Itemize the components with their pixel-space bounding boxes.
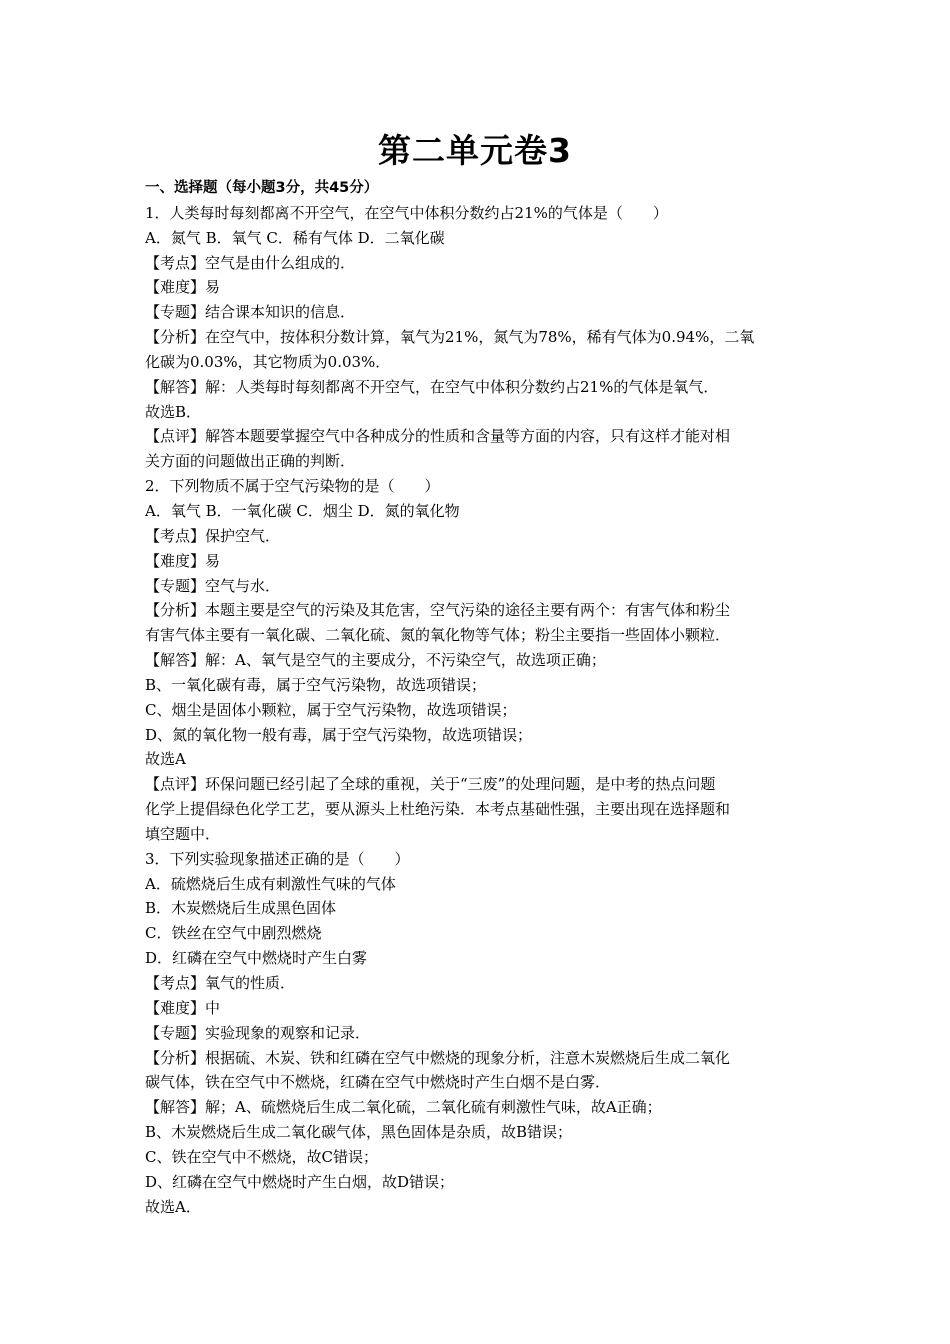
text-line: 【解答】解：人类每时每刻都离不开空气，在空气中体积分数约占21%的气体是氧气． xyxy=(145,377,719,396)
text-line: 【考点】保护空气． xyxy=(145,526,281,545)
text-line: 【难度】中 xyxy=(145,998,221,1017)
section-heading: 一、选择题（每小题3分，共45分） xyxy=(145,180,379,196)
text-line: 【专题】结合课本知识的信息． xyxy=(145,303,356,322)
text-line: 碳气体，铁在空气中不燃烧，红磷在空气中燃烧时产生白烟不是白雾． xyxy=(145,1073,611,1092)
text-line: 【分析】根据硫、木炭、铁和红磷在空气中燃烧的现象分析，注意木炭燃烧后生成二氧化 xyxy=(145,1048,731,1067)
text-line: 【考点】空气是由什么组成的． xyxy=(145,253,356,272)
text-line: 【专题】实验现象的观察和记录． xyxy=(145,1023,371,1042)
text-line: 【分析】本题主要是空气的污染及其危害，空气污染的途径主要有两个：有害气体和粉尘 xyxy=(145,601,731,620)
text-line: 关方面的问题做出正确的判断． xyxy=(145,452,356,471)
text-line: 【难度】易 xyxy=(145,551,221,570)
text-line: 故选A． xyxy=(145,1197,201,1216)
text-line: A．氮气 B．氧气 C．稀有气体 D．二氧化碳 xyxy=(145,228,445,247)
text-line: 【考点】氧气的性质． xyxy=(145,974,296,992)
text-line: B、一氧化碳有毒，属于空气污染物，故选项错误； xyxy=(145,675,487,694)
text-line: C、烟尘是固体小颗粒，属于空气污染物，故选项错误； xyxy=(145,700,517,719)
text-line: D．红磷在空气中燃烧时产生白雾 xyxy=(145,949,368,968)
text-line: D、红磷在空气中燃烧时产生白烟，故D错误； xyxy=(145,1172,455,1191)
text-line: 填空题中． xyxy=(145,824,221,843)
text-line: 【解答】解；A、硫燃烧后生成二氧化硫，二氧化硫有刺激性气味，故A正确； xyxy=(145,1098,662,1117)
text-line: 有害气体主要有一氧化碳、二氧化硫、氮的氧化物等气体；粉尘主要指一些固体小颗粒． xyxy=(145,626,731,645)
text-line: 1．人类每时每刻都离不开空气，在空气中体积分数约占21%的气体是（ ） xyxy=(145,203,668,222)
document-title: 第二单元卷3 xyxy=(378,131,572,170)
text-line: B．木炭燃烧后生成黑色固体 xyxy=(145,899,337,918)
text-line: B、木炭燃烧后生成二氧化碳气体，黑色固体是杂质，故B错误； xyxy=(145,1123,573,1142)
text-line: 【解答】解：A、氧气是空气的主要成分，不污染空气，故选项正确； xyxy=(145,651,606,670)
text-line: 2．下列物质不属于空气污染物的是（ ） xyxy=(145,477,440,496)
text-line: 故选A xyxy=(145,750,186,769)
text-line: 3．下列实验现象描述正确的是（ ） xyxy=(145,849,410,868)
text-line: 【分析】在空气中，按体积分数计算，氧气为21%，氮气为78%，稀有气体为0.94%，二氧 xyxy=(145,328,755,347)
document-body xyxy=(145,176,810,1219)
text-line: 【难度】易 xyxy=(145,278,221,297)
text-line: C、铁在空气中不燃烧，故C错误； xyxy=(145,1147,378,1166)
text-line: 故选B． xyxy=(145,402,202,421)
text-line: 化学上提倡绿色化学工艺，要从源头上杜绝污染．本考点基础性强，主要出现在选择题和 xyxy=(145,800,731,819)
text-line: 【专题】空气与水． xyxy=(145,576,281,595)
text-line: C．铁丝在空气中剧烈燃烧 xyxy=(145,924,322,943)
text-line: D、氮的氧化物一般有毒，属于空气污染物，故选项错误； xyxy=(145,725,533,744)
text-line: 【点评】解答本题要掌握空气中各种成分的性质和含量等方面的内容，只有这样才能对相 xyxy=(145,427,731,446)
text-line: 【点评】环保问题已经引起了全球的重视，关于“三废”的处理问题，是中考的热点问题 xyxy=(145,775,716,794)
text-line: A．硫燃烧后生成有刺激性气味的气体 xyxy=(145,874,396,893)
text-line: 化碳为0.03%，其它物质为0.03%． xyxy=(145,352,391,371)
text-line: A．氧气 B．一氧化碳 C．烟尘 D．氮的氧化物 xyxy=(145,501,460,520)
